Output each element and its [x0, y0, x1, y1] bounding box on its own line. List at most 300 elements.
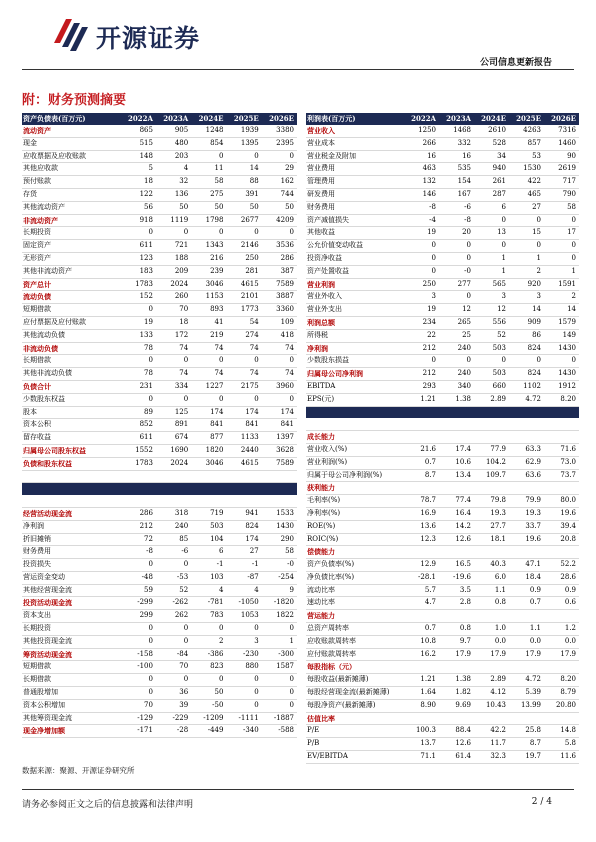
- year-header-cell: 2026E: [544, 113, 579, 125]
- row-label: 筹资活动现金流: [22, 648, 121, 661]
- value-cell: 260: [156, 291, 191, 304]
- value-cell: [474, 406, 509, 418]
- row-label: 其他应收款: [22, 163, 121, 176]
- value-cell: -386: [191, 648, 226, 661]
- table-title-cell: 利润表(百万元): [306, 113, 404, 125]
- value-cell: 9.7: [439, 635, 474, 648]
- table-row: [306, 163, 579, 176]
- value-cell: 0: [262, 393, 297, 406]
- row-label: [306, 406, 404, 418]
- value-cell: -0: [439, 265, 474, 278]
- row-label: 其他非流动负债: [22, 368, 121, 381]
- value-cell: 0: [544, 240, 579, 253]
- value-cell: 1343: [191, 240, 226, 253]
- value-cell: [474, 610, 509, 623]
- value-cell: 167: [439, 188, 474, 201]
- logo-icon: [50, 15, 92, 55]
- value-cell: 2677: [226, 214, 261, 227]
- value-cell: [544, 610, 579, 623]
- row-label: 其他投资现金流: [22, 635, 121, 648]
- value-cell: 1: [474, 265, 509, 278]
- value-cell: 340: [439, 380, 474, 393]
- table-row: [22, 546, 297, 559]
- value-cell: 53: [509, 150, 544, 163]
- value-cell: 281: [226, 265, 261, 278]
- value-cell: 287: [474, 188, 509, 201]
- value-cell: 1.82: [439, 687, 474, 700]
- value-cell: 14.2: [439, 520, 474, 533]
- value-cell: [121, 470, 156, 483]
- value-cell: 940: [474, 163, 509, 176]
- value-cell: 50: [262, 201, 297, 214]
- table-row: [22, 419, 297, 432]
- row-label: 营业利润(%): [306, 456, 404, 469]
- value-cell: 18: [121, 176, 156, 189]
- row-label: 应付票据及应付账款: [22, 316, 121, 329]
- row-label: [22, 483, 121, 495]
- row-label: 资本公积: [22, 419, 121, 432]
- value-cell: 0: [121, 304, 156, 317]
- row-label: 研发费用: [306, 188, 404, 201]
- row-label: 应收账款周转率: [306, 635, 404, 648]
- value-cell: 13.6: [404, 520, 439, 533]
- value-cell: 1102: [509, 380, 544, 393]
- value-cell: 1430: [262, 520, 297, 533]
- value-cell: 71.6: [544, 443, 579, 456]
- value-cell: 25: [439, 329, 474, 342]
- table-row: [22, 725, 297, 738]
- value-cell: 8.20: [544, 674, 579, 687]
- value-cell: 11.6: [544, 751, 579, 764]
- table-row: [22, 623, 297, 636]
- row-label: 毛利率(%): [306, 495, 404, 508]
- value-cell: 2024: [156, 457, 191, 470]
- value-cell: 275: [191, 188, 226, 201]
- value-cell: 2619: [544, 163, 579, 176]
- value-cell: 0: [474, 214, 509, 227]
- value-cell: 0: [121, 687, 156, 700]
- header-divider: [22, 69, 574, 70]
- row-label: EPS(元): [306, 393, 404, 406]
- value-cell: 1.1: [474, 584, 509, 597]
- value-cell: [121, 495, 156, 507]
- value-cell: 905: [156, 125, 191, 137]
- value-cell: [156, 483, 191, 495]
- value-cell: 19: [121, 316, 156, 329]
- value-cell: 293: [404, 380, 439, 393]
- value-cell: 865: [121, 125, 156, 137]
- value-cell: 0.0: [509, 635, 544, 648]
- value-cell: 1798: [191, 214, 226, 227]
- value-cell: 1939: [226, 125, 261, 137]
- value-cell: 216: [191, 252, 226, 265]
- value-cell: 240: [439, 342, 474, 355]
- value-cell: 4: [156, 163, 191, 176]
- value-cell: 4209: [262, 214, 297, 227]
- value-cell: 25.8: [509, 725, 544, 738]
- value-cell: 0: [121, 635, 156, 648]
- table-row: [22, 483, 297, 495]
- value-cell: 21.6: [404, 443, 439, 456]
- value-cell: 17.9: [474, 648, 509, 661]
- value-cell: 1820: [191, 444, 226, 457]
- value-cell: 0: [439, 355, 474, 368]
- value-cell: 1395: [226, 137, 261, 150]
- table-row: [306, 176, 579, 189]
- value-cell: 0: [156, 355, 191, 368]
- value-cell: 2: [191, 635, 226, 648]
- row-label: 资产处置收益: [306, 265, 404, 278]
- value-cell: 74: [191, 342, 226, 355]
- value-cell: 132: [404, 176, 439, 189]
- value-cell: 286: [121, 507, 156, 520]
- value-cell: [226, 470, 261, 483]
- value-cell: [439, 418, 474, 430]
- table-row: [306, 418, 579, 430]
- value-cell: 1773: [226, 304, 261, 317]
- value-cell: 19.7: [509, 751, 544, 764]
- value-cell: 146: [404, 188, 439, 201]
- row-label: 净利润: [22, 520, 121, 533]
- value-cell: 50: [191, 687, 226, 700]
- value-cell: 2610: [474, 125, 509, 137]
- value-cell: 0: [191, 393, 226, 406]
- row-label: [22, 470, 121, 483]
- row-label: 其他经营现金流: [22, 584, 121, 597]
- row-label: EV/EBITDA: [306, 751, 404, 764]
- table-row: [22, 227, 297, 240]
- value-cell: 1533: [262, 507, 297, 520]
- row-label: 归属母公司股东权益: [22, 444, 121, 457]
- row-label: 资产总计: [22, 278, 121, 291]
- value-cell: 2.89: [474, 393, 509, 406]
- year-header-cell: 2025E: [226, 113, 261, 125]
- value-cell: 9.69: [439, 699, 474, 712]
- value-cell: [509, 661, 544, 674]
- value-cell: 19.6: [509, 533, 544, 546]
- value-cell: 40.3: [474, 559, 509, 572]
- value-cell: -53: [156, 571, 191, 584]
- value-cell: 0: [474, 355, 509, 368]
- value-cell: 13.99: [509, 699, 544, 712]
- value-cell: 1133: [226, 432, 261, 445]
- value-cell: 1783: [121, 278, 156, 291]
- value-cell: [439, 482, 474, 495]
- year-header-cell: 2023A: [439, 113, 474, 125]
- table-row: [22, 150, 297, 163]
- table-row: [22, 342, 297, 355]
- value-cell: 74: [262, 342, 297, 355]
- row-label: 流动负债: [22, 291, 121, 304]
- row-label: 营业税金及附加: [306, 150, 404, 163]
- value-cell: 1579: [544, 316, 579, 329]
- row-label: 营业收入: [306, 125, 404, 137]
- table-row: [22, 699, 297, 712]
- value-cell: [439, 712, 474, 725]
- value-cell: 125: [156, 406, 191, 419]
- row-label: 其他筹资现金流: [22, 712, 121, 725]
- value-cell: 4.7: [404, 597, 439, 610]
- table-row: [306, 368, 579, 381]
- value-cell: 50: [156, 201, 191, 214]
- value-cell: 74: [191, 368, 226, 381]
- value-cell: 465: [509, 188, 544, 201]
- value-cell: 39.4: [544, 520, 579, 533]
- value-cell: 0: [262, 699, 297, 712]
- value-cell: 9: [262, 584, 297, 597]
- value-cell: 2.89: [474, 674, 509, 687]
- value-cell: 74: [156, 368, 191, 381]
- value-cell: 2395: [262, 137, 297, 150]
- table-row: [22, 278, 297, 291]
- table-row: [306, 291, 579, 304]
- value-cell: 149: [544, 329, 579, 342]
- value-cell: -87: [226, 571, 261, 584]
- value-cell: 250: [404, 278, 439, 291]
- row-label: 其他收益: [306, 227, 404, 240]
- value-cell: 0: [226, 150, 261, 163]
- value-cell: 88.4: [439, 725, 474, 738]
- table-row: [306, 380, 579, 393]
- value-cell: 1.64: [404, 687, 439, 700]
- value-cell: 70: [121, 699, 156, 712]
- value-cell: 0: [226, 623, 261, 636]
- value-cell: [404, 610, 439, 623]
- table-row: [22, 584, 297, 597]
- table-row: [306, 214, 579, 227]
- value-cell: 877: [191, 432, 226, 445]
- row-label: 少数股东损益: [306, 355, 404, 368]
- value-cell: [226, 483, 261, 495]
- value-cell: 1468: [439, 125, 474, 137]
- table-row: [306, 150, 579, 163]
- value-cell: [191, 483, 226, 495]
- value-cell: 7589: [262, 278, 297, 291]
- value-cell: 3: [474, 291, 509, 304]
- value-cell: 0: [156, 559, 191, 572]
- row-label: 长期借款: [22, 674, 121, 687]
- row-label: 应收票据及应收账款: [22, 150, 121, 163]
- value-cell: 463: [404, 163, 439, 176]
- row-label: 所得税: [306, 329, 404, 342]
- table-row: [22, 214, 297, 227]
- table-header-row: [306, 113, 579, 125]
- value-cell: 0: [262, 687, 297, 700]
- value-cell: 52: [156, 584, 191, 597]
- value-cell: 27: [509, 201, 544, 214]
- value-cell: 783: [191, 610, 226, 623]
- report-type: 公司信息更新报告: [479, 58, 552, 68]
- row-label: P/E: [306, 725, 404, 738]
- row-label: 存货: [22, 188, 121, 201]
- value-cell: 188: [156, 252, 191, 265]
- value-cell: 0.7: [404, 456, 439, 469]
- row-label: 资产减值损失: [306, 214, 404, 227]
- value-cell: 4615: [226, 278, 261, 291]
- table-row: [306, 227, 579, 240]
- page-number: 2 / 4: [531, 797, 552, 807]
- value-cell: 61.4: [439, 751, 474, 764]
- value-cell: -48: [121, 571, 156, 584]
- value-cell: 857: [509, 137, 544, 150]
- row-label: 现金净增加额: [22, 725, 121, 738]
- value-cell: 0: [544, 252, 579, 265]
- table-row: [306, 687, 579, 700]
- section-title: 附：财务预测摘要: [22, 93, 127, 108]
- row-label: 归属于母公司净利润(%): [306, 469, 404, 482]
- value-cell: 422: [509, 176, 544, 189]
- value-cell: -299: [121, 597, 156, 610]
- table-row: [306, 674, 579, 687]
- value-cell: 85: [156, 533, 191, 546]
- source-note: 数据来源：聚源、开源证券研究所: [22, 766, 135, 775]
- row-label: 固定资产: [22, 240, 121, 253]
- row-label: 净利率(%): [306, 507, 404, 520]
- value-cell: -50: [191, 699, 226, 712]
- value-cell: 78.7: [404, 495, 439, 508]
- value-cell: 3046: [191, 278, 226, 291]
- value-cell: 2146: [226, 240, 261, 253]
- table-row: [22, 507, 297, 520]
- value-cell: 240: [439, 368, 474, 381]
- row-label: 普通股增加: [22, 687, 121, 700]
- row-label: 财务费用: [306, 201, 404, 214]
- value-cell: 0: [121, 393, 156, 406]
- value-cell: 63.6: [509, 469, 544, 482]
- value-cell: 4: [191, 584, 226, 597]
- value-cell: 2: [544, 291, 579, 304]
- value-cell: 1587: [262, 661, 297, 674]
- value-cell: 13.7: [404, 738, 439, 751]
- table-row: [22, 712, 297, 725]
- value-cell: 0.9: [509, 584, 544, 597]
- value-cell: 212: [404, 342, 439, 355]
- value-cell: 122: [121, 188, 156, 201]
- value-cell: 0: [156, 227, 191, 240]
- value-cell: 0: [262, 227, 297, 240]
- value-cell: 42.2: [474, 725, 509, 738]
- row-label: EBITDA: [306, 380, 404, 393]
- row-label: 估值比率: [306, 712, 404, 725]
- value-cell: [191, 495, 226, 507]
- row-label: 现金: [22, 137, 121, 150]
- row-label: P/B: [306, 738, 404, 751]
- value-cell: 891: [156, 419, 191, 432]
- value-cell: 880: [226, 661, 261, 674]
- row-label: 其他流动负债: [22, 329, 121, 342]
- value-cell: 8.7: [404, 469, 439, 482]
- value-cell: [404, 661, 439, 674]
- value-cell: 79.9: [509, 495, 544, 508]
- table-row: [22, 444, 297, 457]
- value-cell: 17.9: [509, 648, 544, 661]
- value-cell: -230: [226, 648, 261, 661]
- row-label: 非流动资产: [22, 214, 121, 227]
- value-cell: 418: [262, 329, 297, 342]
- year-header-cell: 2022A: [121, 113, 156, 125]
- value-cell: 4.72: [509, 393, 544, 406]
- value-cell: 0: [404, 240, 439, 253]
- value-cell: -1820: [262, 597, 297, 610]
- value-cell: 70: [156, 661, 191, 674]
- table-row: [306, 278, 579, 291]
- value-cell: 0: [156, 393, 191, 406]
- value-cell: 1: [474, 252, 509, 265]
- value-cell: 14: [226, 163, 261, 176]
- value-cell: -28.1: [404, 571, 439, 584]
- table-row: [22, 291, 297, 304]
- logo-text: 开源证券: [96, 24, 201, 53]
- table-row: [306, 304, 579, 317]
- table-row: [22, 368, 297, 381]
- value-cell: 12.6: [439, 738, 474, 751]
- value-cell: 290: [262, 533, 297, 546]
- value-cell: 154: [439, 176, 474, 189]
- table-row: [22, 571, 297, 584]
- row-label: 资产负债率(%): [306, 559, 404, 572]
- value-cell: 52.2: [544, 559, 579, 572]
- value-cell: 209: [156, 265, 191, 278]
- row-label: 资本支出: [22, 610, 121, 623]
- footer-disclaimer: 请务必参阅正文之后的信息披露和法律声明: [22, 800, 194, 810]
- value-cell: 174: [226, 533, 261, 546]
- value-cell: 0: [474, 240, 509, 253]
- table-row: [306, 240, 579, 253]
- value-cell: 20.80: [544, 699, 579, 712]
- row-label: 投资损失: [22, 559, 121, 572]
- table-row: [22, 137, 297, 150]
- value-cell: 13.4: [439, 469, 474, 482]
- value-cell: 286: [262, 252, 297, 265]
- value-cell: -84: [156, 648, 191, 661]
- value-cell: -340: [226, 725, 261, 738]
- value-cell: 71.1: [404, 751, 439, 764]
- table-row: [22, 355, 297, 368]
- value-cell: 63.3: [509, 443, 544, 456]
- row-label: 归属母公司净利润: [306, 368, 404, 381]
- value-cell: [262, 495, 297, 507]
- value-cell: 14.8: [544, 725, 579, 738]
- value-cell: 7589: [262, 457, 297, 470]
- value-cell: 918: [121, 214, 156, 227]
- value-cell: 13: [474, 227, 509, 240]
- value-cell: 0: [439, 240, 474, 253]
- value-cell: -781: [191, 597, 226, 610]
- value-cell: 0: [156, 674, 191, 687]
- value-cell: -8: [404, 201, 439, 214]
- table-header-row: [22, 113, 297, 125]
- row-label: 偿债能力: [306, 546, 404, 559]
- table-title-cell: 资产负债表(百万元): [22, 113, 121, 125]
- value-cell: 0: [404, 252, 439, 265]
- value-cell: 674: [156, 432, 191, 445]
- value-cell: -1: [226, 559, 261, 572]
- value-cell: 32.3: [474, 751, 509, 764]
- year-header-cell: 2024E: [191, 113, 226, 125]
- value-cell: 100.3: [404, 725, 439, 738]
- value-cell: 3360: [262, 304, 297, 317]
- value-cell: [474, 418, 509, 430]
- value-cell: 203: [156, 150, 191, 163]
- value-cell: [474, 546, 509, 559]
- row-label: [22, 495, 121, 507]
- value-cell: [509, 610, 544, 623]
- year-header-cell: 2025E: [509, 113, 544, 125]
- row-label: [306, 418, 404, 430]
- value-cell: -300: [262, 648, 297, 661]
- row-label: 其他流动资产: [22, 201, 121, 214]
- value-cell: 16.9: [404, 507, 439, 520]
